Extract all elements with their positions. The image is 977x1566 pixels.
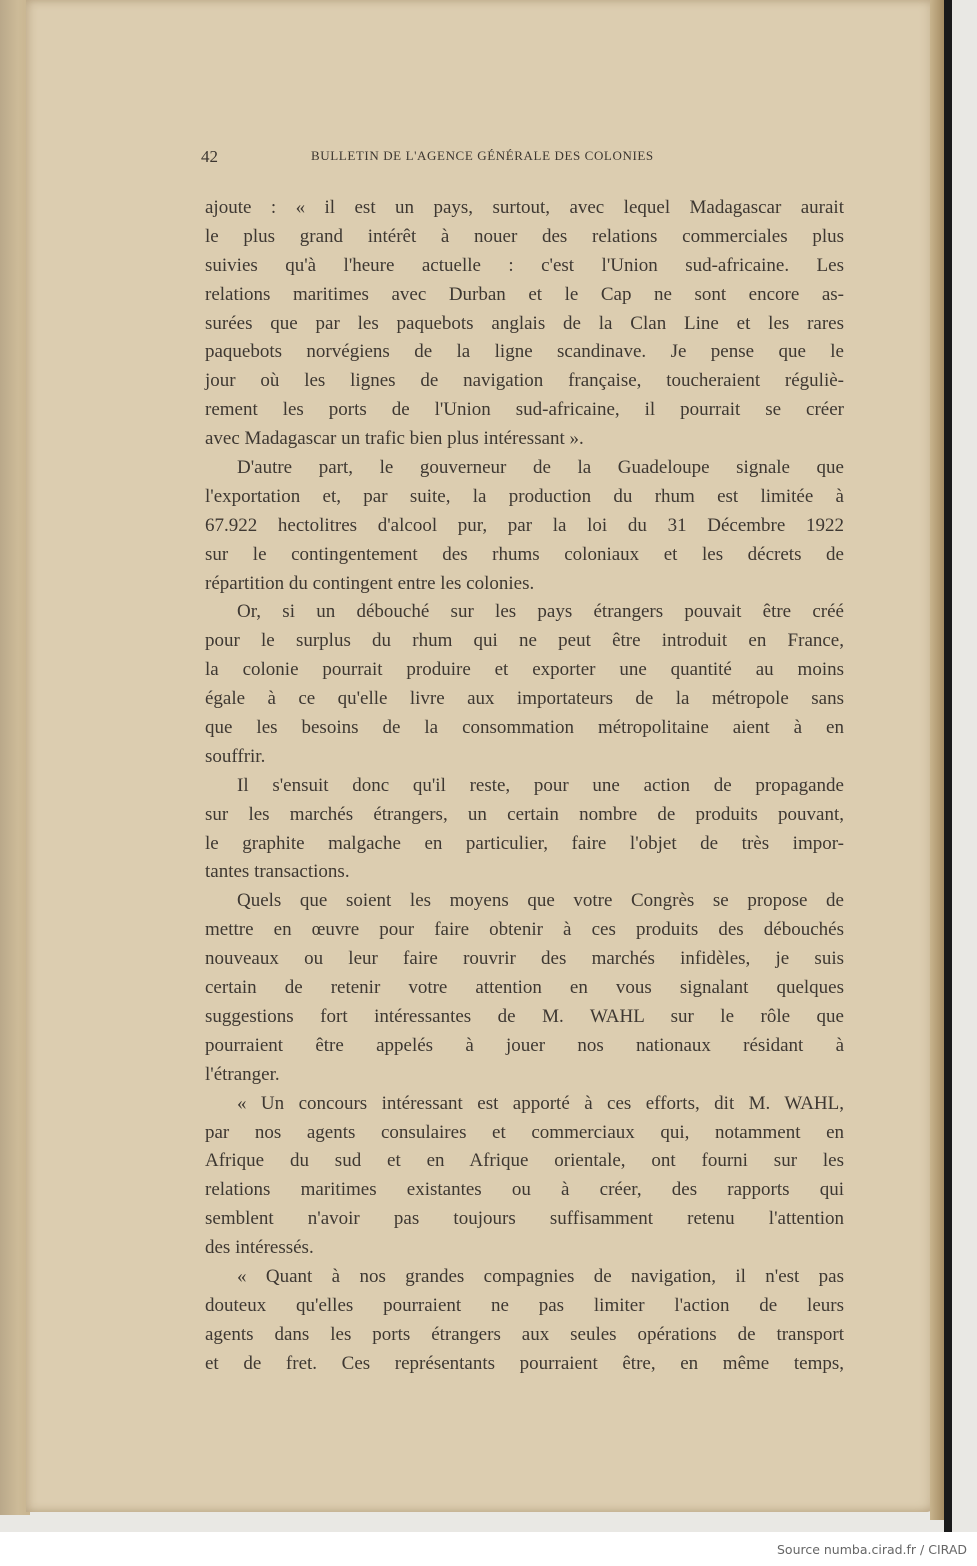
text-line: le graphite malgache en particulier, faire l'objet de très impor- (205, 832, 844, 854)
running-title: BULLETIN DE L'AGENCE GÉNÉRALE DES COLONIES (311, 148, 654, 163)
text-line: l'étranger. (205, 1063, 280, 1085)
text-line: relations maritimes existantes ou à créer, des rapports qui (205, 1179, 844, 1201)
text-line: le plus grand intérêt à nouer des relations commerciales plus (205, 225, 844, 247)
paragraph (205, 772, 844, 888)
text-line: jour où les lignes de navigation française, toucheraient réguliè- (205, 370, 844, 392)
source-credit: Source numba.cirad.fr / CIRAD (776, 1542, 967, 1557)
text-line: mettre en œuvre pour faire obtenir à ces produits des débouchés (205, 919, 844, 941)
text-line: pourraient être appelés à jouer nos nationaux résidant à (205, 1034, 844, 1056)
text-line: sur le contingentement des rhums coloniaux et les décrets de (205, 543, 844, 565)
text-line: la colonie pourrait produire et exporter une quantité au moins (205, 659, 844, 681)
text-line: l'exportation et, par suite, la production du rhum est limitée à (205, 485, 844, 507)
paragraph (205, 1263, 844, 1379)
text-line: des intéressés. (205, 1237, 314, 1259)
text-line: par nos agents consulaires et commerciaux qui, notamment en (205, 1121, 844, 1143)
text-line: Il s'ensuit donc qu'il reste, pour une action de propagande (237, 774, 844, 796)
text-line: nouveaux ou leur faire rouvrir des marchés infidèles, je suis (205, 948, 844, 970)
text-line: semblent n'avoir pas toujours suffisamment retenu l'attention (205, 1208, 844, 1230)
text-line: que les besoins de la consommation métropolitaine aient à en (205, 717, 844, 739)
paragraph (205, 598, 844, 771)
text-line: et de fret. Ces représentants pourraient être, en même temps, (205, 1352, 844, 1374)
text-line: égale à ce qu'elle livre aux importateurs de la métropole sans (205, 688, 844, 710)
text-line: surées que par les paquebots anglais de la Clan Line et les rares (205, 312, 844, 334)
text-line: 67.922 hectolitres d'alcool pur, par la loi du 31 Décembre 1922 (205, 514, 844, 536)
text-line: ajoute : « il est un pays, surtout, avec lequel Madagascar aurait (205, 197, 844, 218)
text-line: relations maritimes avec Durban et le Cap ne sont encore as- (205, 283, 844, 305)
text-line: Afrique du sud et en Afrique orientale, ont fourni sur les (205, 1150, 844, 1172)
text-line: « Quant à nos grandes compagnies de navigation, il n'est pas (237, 1265, 844, 1287)
text-line: certain de retenir votre attention en vous signalant quelques (205, 977, 844, 999)
body-text (205, 194, 844, 1379)
book-binding (944, 0, 952, 1532)
page-number: 42 (201, 147, 218, 166)
text-line: Or, si un débouché sur les pays étrangers pouvait être créé (237, 601, 844, 623)
text-line: agents dans les ports étrangers aux seules opérations de transport (205, 1323, 844, 1345)
paragraph (205, 454, 844, 598)
text-line: Quels que soient les moyens que votre Congrès se propose de (237, 890, 844, 912)
text-line: répartition du contingent entre les colonies. (205, 572, 535, 594)
text-line: paquebots norvégiens de la ligne scandinave. Je pense que le (205, 341, 844, 363)
page-stack-edge (930, 0, 944, 1520)
text-line: pour le surplus du rhum qui ne peut être introduit en France, (205, 630, 844, 652)
text-line: sur les marchés étrangers, un certain nombre de produits pouvant, (205, 803, 844, 825)
paragraph (205, 1090, 844, 1263)
paragraph (205, 194, 844, 454)
text-line: rement les ports de l'Union sud-africaine, il pourrait se créer (205, 399, 844, 421)
text-line: souffrir. (205, 745, 266, 767)
text-line: avec Madagascar un trafic bien plus intéressant ». (205, 428, 584, 450)
text-line: « Un concours intéressant est apporté à ces efforts, dit M. WAHL, (237, 1092, 844, 1114)
text-line: suggestions fort intéressantes de M. WAHL sur le rôle que (205, 1005, 844, 1027)
text-line: douteux qu'elles pourraient ne pas limiter l'action de leurs (205, 1294, 844, 1316)
text-line: suivies qu'à l'heure actuelle : c'est l'Union sud-africaine. Les (205, 254, 844, 276)
text-line: tantes transactions. (205, 861, 350, 883)
paragraph (205, 887, 844, 1089)
text-line: D'autre part, le gouverneur de la Guadeloupe signale que (237, 457, 844, 479)
